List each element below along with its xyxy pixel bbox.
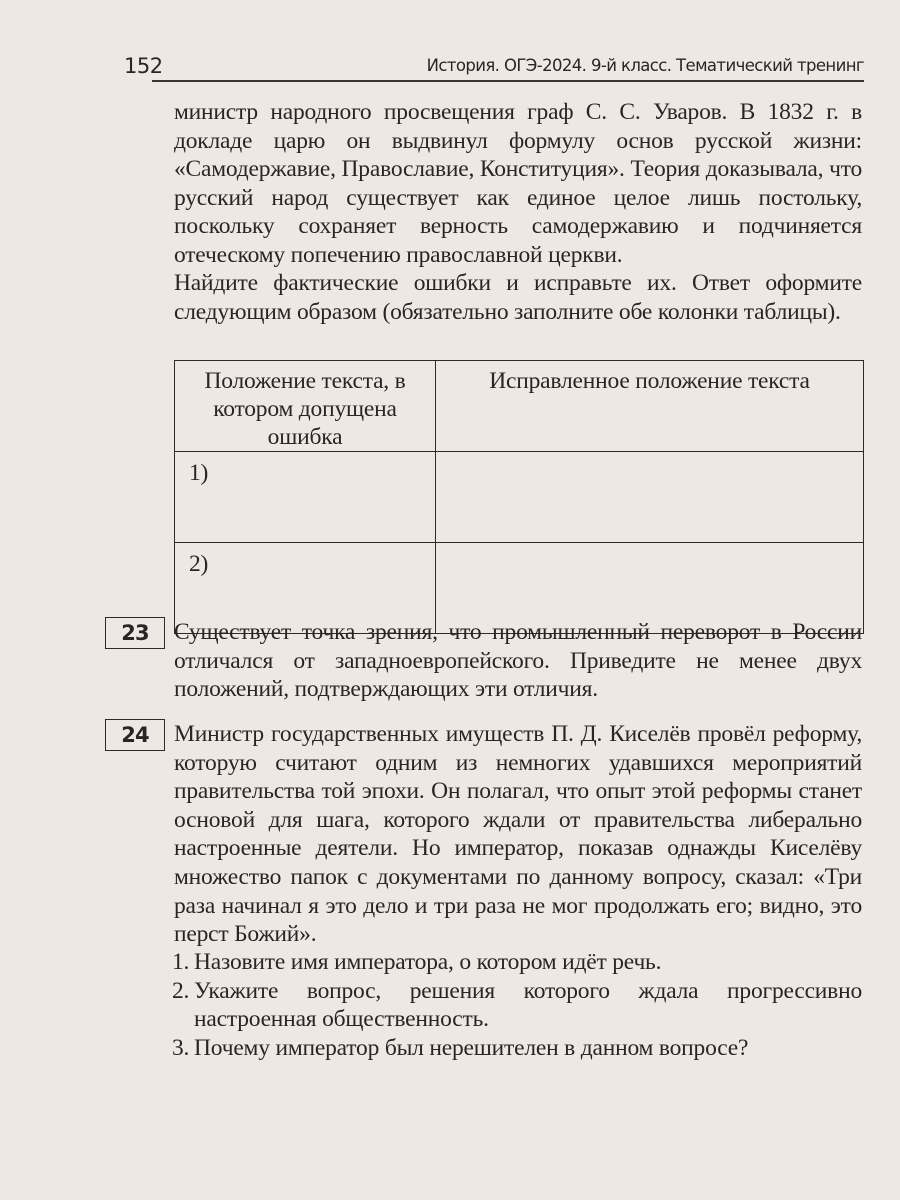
table-cell-error[interactable]: 1) xyxy=(175,452,436,543)
column-header-correction: Исправленное положение текста xyxy=(436,361,864,452)
task-instruction: Найдите фактические ошибки и исправьте их. Ответ оформите следующим образом (обязательно заполните обе колонки таблицы). xyxy=(174,270,862,325)
question-item xyxy=(172,948,862,977)
question-text: Укажите вопрос, решения которого ждала прогрессивно настроенная общественность. xyxy=(194,977,862,1033)
question-number: 3. xyxy=(172,1034,190,1061)
page-number: 152 xyxy=(124,54,163,78)
table-cell-correction[interactable] xyxy=(436,452,864,543)
column-header-error: Положение текста, в котором допущена ошибка xyxy=(175,361,436,452)
page-header xyxy=(124,50,864,90)
task-number-badge: 23 xyxy=(105,617,165,649)
table-header-row xyxy=(175,361,864,452)
task-24-text: Министр государственных имуществ П. Д. Киселёв провёл реформу, которую считают одним из немногих удавшихся мероприятий правительства той эпохи. Он полагал, что опыт этой реформы станет основой для шага, которого ждали от правительства либерально настроенные деятели. Но император, показав однажды Киселёву множество папок с документами по данному вопросу, сказал: «Три раза начинал я это дело и три раза не мог продолжать его; видно, это перст Божий». xyxy=(174,721,862,948)
header-rule xyxy=(152,80,864,82)
question-item xyxy=(172,977,862,1034)
question-number: 2. xyxy=(172,977,190,1004)
question-text: Назовите имя императора, о котором идёт речь. xyxy=(194,949,662,975)
passage-text xyxy=(174,98,862,270)
question-number: 1. xyxy=(172,949,190,975)
table-cell-error[interactable]: 2) xyxy=(175,543,436,634)
answer-table xyxy=(174,360,864,634)
question-item xyxy=(172,1034,862,1063)
question-text: Почему император был нерешителен в данном вопросе? xyxy=(194,1034,749,1061)
task-number-badge: 24 xyxy=(105,719,165,751)
running-title: История. ОГЭ-2024. 9-й класс. Тематический тренинг xyxy=(426,56,864,75)
task-24-questions xyxy=(172,948,862,1062)
passage-paragraph: министр народного просвещения граф С. С. Уваров. В 1832 г. в докладе царю он выдвинул формулу основ русской жизни: «Самодержавие, Православие, Конституция». Теория доказывала, что русский народ существует как единое целое лишь постольку, поскольку сохраняет верность самодержавию и подчиняется отеческому попечению православной церкви. xyxy=(174,99,862,268)
task-23-text: Существует точка зрения, что промышленный переворот в России отличался от западноевропейского. Приведите не менее двух положений, подтверждающих эти отличия. xyxy=(174,619,862,703)
table-row xyxy=(175,452,864,543)
